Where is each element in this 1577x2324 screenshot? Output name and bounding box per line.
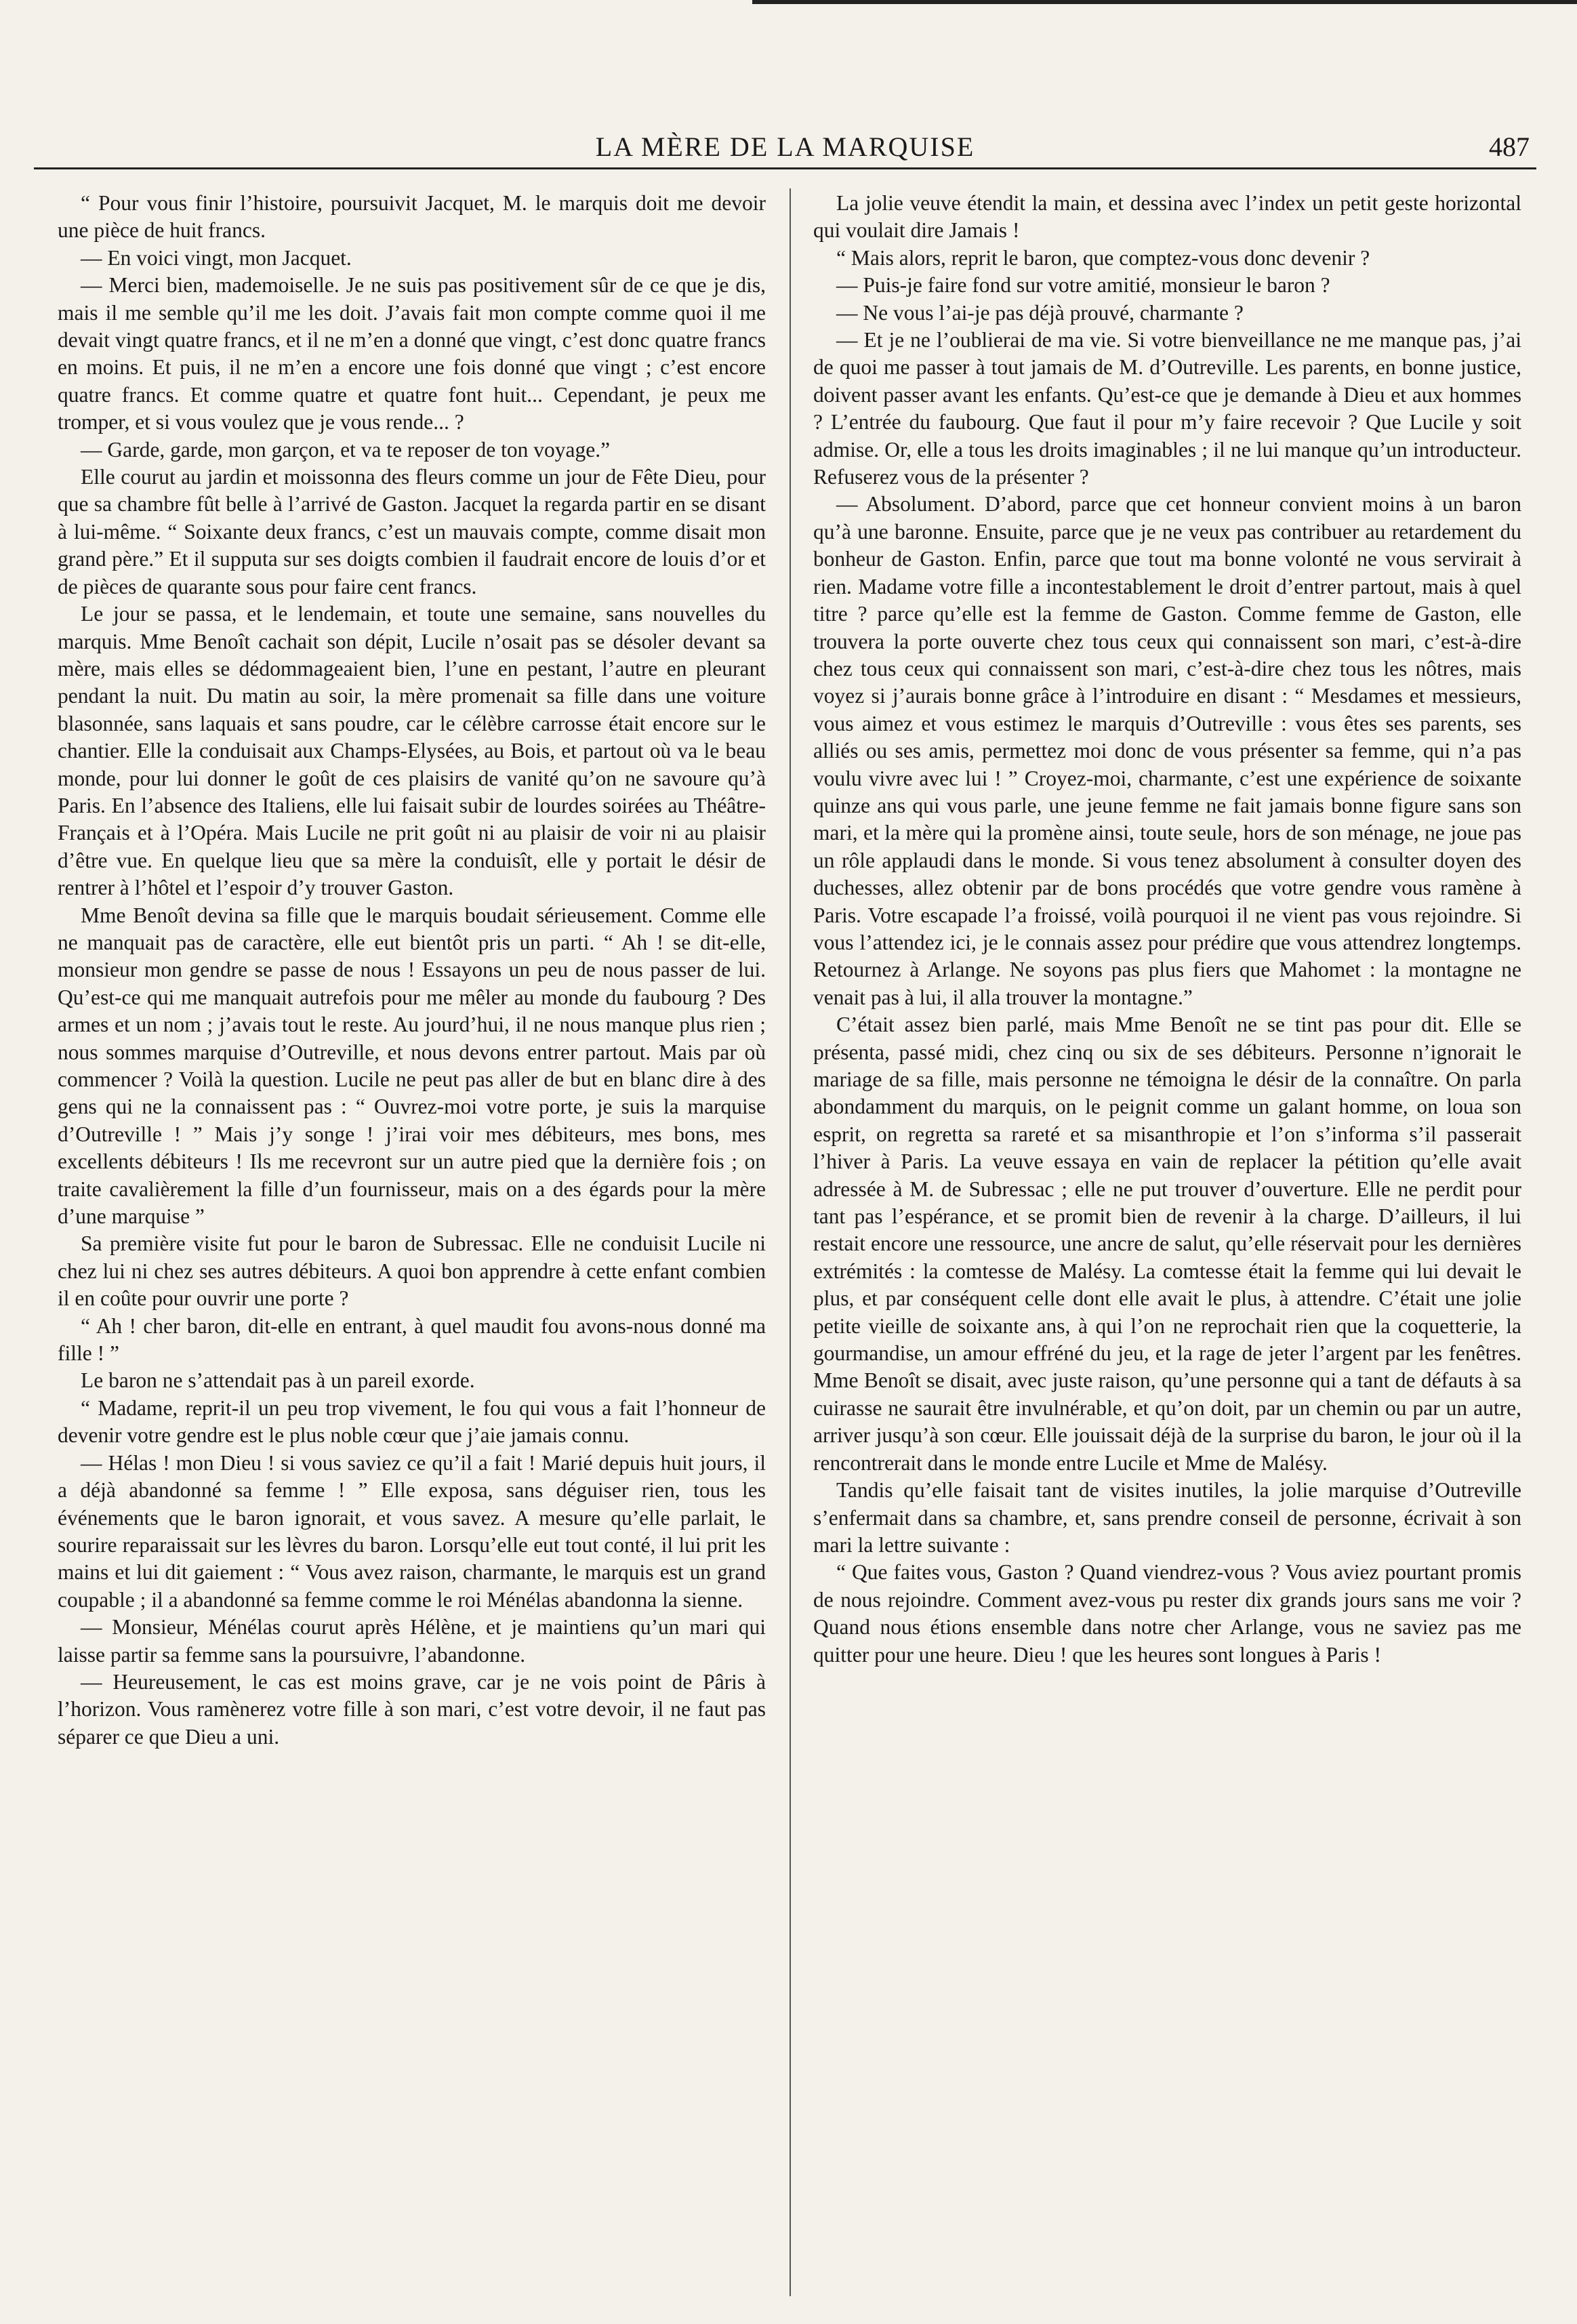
paragraph: — En voici vingt, mon Jacquet. [81, 245, 352, 270]
paragraph: “ Madame, reprit-il un peu trop vivement, le fou qui vous a fait l’honneur de devenir votre gendre est le plus noble cœur que j’aie jamais connu. [58, 1395, 766, 1448]
paragraph: “ Mais alors, reprit le baron, que comptez-vous donc devenir ? [836, 245, 1370, 270]
paragraph: — Merci bien, mademoiselle. Je ne suis pas positivement sûr de ce que je dis, mais il me semble qu’il me les doit. J’avais fait mon compte comme quoi il me devait vingt quatre francs, et il ne m’en a donné que vingt, c’est donc quatre francs en moins. Et puis, il ne m’en a encore une fois donné que vingt ; c’est encore quatre francs. Et comme quatre et quatre font huit... Cependant, je peux me tromper, et si vous voulez que je vous rende... ? [58, 273, 766, 434]
paragraph: — Absolument. D’abord, parce que cet honneur convient moins à un baron qu’à une baronne. Ensuite, parce que je ne veux pas contribuer au retardement du bonheur de Gaston. Enfin, parce que tout ma bonne volonté ne vous servirait à rien. Madame votre fille a incontestablement le droit d’entrer partout, mais à quel titre ? parce qu’elle est la femme de Gaston. Comme femme de Gaston, elle trouvera la porte ouverte chez tous ceux qui connaissent son mari, c’est-à-dire chez tous ceux qui connaissent son mari, c’est-à-dire chez tous les nôtres, mais voyez si j’aurais bonne grâce à l’introduire en disant : “ Mesdames et messieurs, vous aimez et vous estimez le marquis d’Outreville : vous êtes ses parents, ses alliés ou ses amis, permettez moi donc de vous présenter sa femme, qui n’a pas voulu vivre avec lui ! ” Croyez-moi, charmante, c’est une expérience de soixante quinze ans qui vous parle, une jeune femme ne fait jamais bonne figure sans son mari, et la mère qui la promène ainsi, toute seule, hors de son ménage, ne joue pas un rôle applaudi dans le monde. Si vous tenez absolument à consulter doyen des duchesses, allez obtenir par de bons procédés que votre gendre vous ramène à Paris. Votre escapade l’a froissé, voilà pourquoi il ne vient pas vous rejoindre. Si vous l’attendez ici, je le connais assez pour prédire que vous attendrez longtemps. Retournez à Arlange. Ne soyons pas plus fiers que Mahomet : la montagne ne venait pas à lui, il alla trouver la montagne.” [813, 492, 1521, 1009]
right-column [813, 190, 1521, 2291]
page-number: 487 [1489, 131, 1530, 162]
paragraph: C’était assez bien parlé, mais Mme Benoît ne se tint pas pour dit. Elle se présenta, passé midi, chez cinq ou six de ses débiteurs. Personne n’ignorait le mariage de sa fille, mais personne ne témoigna le désir de la connaître. On parla abondamment du marquis, on le peignit comme un galant homme, on loua son esprit, on regretta sa rareté et sa misanthropie et l’on s’informa s’il passerait l’hiver à Paris. La veuve essaya en vain de replacer la pétition qu’elle avait adressée à M. de Subressac ; elle ne put trouver d’ouverture. Elle ne perdit pour tant pas l’espérance, et se promit bien de revenir à la charge. D’ailleurs, il lui restait encore une ressource, une ancre de salut, qu’elle réservait pour les dernières extrémités : la comtesse de Malésy. La comtesse était la femme qui lui devait le plus, et par conséquent celle dont elle avait le plus, à attendre. C’était une jolie petite vieille de soixante ans, à qui l’on ne reprochait rien que la coquetterie, la gourmandise, un amour effréné du jeu, et la rage de jeter l’argent par les fenêtres. Mme Benoît se disait, avec juste raison, qu’une personne qui a tant de défauts à sa cuirasse ne saurait être invulnérable, et qu’on doit, par un chemin ou par un autre, arriver jusqu’à son cœur. Elle jouissait déjà de la surprise du baron, le jour où il la rencontrerait dans le monde entre Lucile et Mme de Malésy. [813, 1013, 1521, 1475]
paragraph: Sa première visite fut pour le baron de Subressac. Elle ne conduisit Lucile ni chez lui ni chez ses autres débiteurs. A quoi bon apprendre à cette enfant combien il en coûte pour ouvrir une porte ? [58, 1231, 766, 1311]
paragraph: — Ne vous l’ai-je pas déjà prouvé, charmante ? [836, 300, 1244, 325]
page-header [34, 125, 1536, 173]
paragraph: Mme Benoît devina sa fille que le marquis boudait sérieusement. Comme elle ne manquait pas de caractère, elle eut bientôt pris un parti. “ Ah ! se dit-elle, monsieur mon gendre se passe de nous ! Essayons un peu de nous passer de lui. Qu’est-ce qui me manquait autrefois pour me mêler au monde du faubourg ? Des armes et un nom ; j’avais tout le reste. Au jourd’hui, il ne nous manque plus rien ; nous sommes marquise d’Outreville, et nous devons entrer partout. Mais par où commencer ? Voilà la question. Lucile ne peut pas aller de but en blanc dire à des gens qui ne la connaissent pas : “ Ouvrez-moi votre porte, je suis la marquise d’Outreville ! ” Mais j’y songe ! j’irai voir mes débiteurs, mes bons, mes excellents débiteurs ! Ils me recevront sur un autre pied que la dernière fois ; on traite cavalièrement la fille d’un fournisseur, mais on a des égards pour la mère d’une marquise ” [58, 903, 766, 1229]
paragraph: — Monsieur, Ménélas courut après Hélène, et je maintiens qu’un mari qui laisse partir sa femme sans la poursuivre, l’abandonne. [58, 1615, 766, 1667]
paragraph: La jolie veuve étendit la main, et dessina avec l’index un petit geste horizontal qui voulait dire Jamais ! [813, 191, 1521, 243]
paragraph: Le baron ne s’attendait pas à un pareil exorde. [81, 1368, 475, 1393]
paragraph: — Et je ne l’oublierai de ma vie. Si votre bienveillance ne me manque pas, j’ai de quoi me passer à tout jamais de M. d’Outreville. Les parents, en bonne justice, doivent passer avant les enfants. Qu’est-ce que je demande à Dieu et aux hommes ? L’entrée du faubourg. Que faut il pour m’y faire recevoir ? Que Lucile y soit admise. Or, elle a tous les droits imaginables ; il ne lui manque qu’un introducteur. Refuserez vous de la présenter ? [813, 328, 1521, 489]
top-border-rule [752, 0, 1577, 4]
paragraph: “ Pour vous finir l’histoire, poursuivit Jacquet, M. le marquis doit me devoir une pièce de huit francs. [58, 191, 766, 243]
running-title: LA MÈRE DE LA MARQUISE [595, 131, 975, 162]
paragraph: — Puis-je faire fond sur votre amitié, monsieur le baron ? [836, 273, 1330, 298]
paragraph: Tandis qu’elle faisait tant de visites inutiles, la jolie marquise d’Outreville s’enfermait dans sa chambre, et, sans prendre conseil de personne, écrivait à son mari la lettre suivante : [813, 1478, 1521, 1557]
paragraph: — Garde, garde, mon garçon, et va te reposer de ton voyage.” [81, 437, 611, 462]
paragraph: Le jour se passa, et le lendemain, et toute une semaine, sans nouvelles du marquis. Mme Benoît cachait son dépit, Lucile n’osait pas se désoler devant sa mère, mais elles se dédommageaient bien, l’une en pestant, l’autre en pleurant pendant la nuit. Du matin au soir, la mère promenait sa fille dans une voiture blasonnée, sans laquais et sans poudre, car le célèbre carrosse était encore sur le chantier. Elle la conduisait aux Champs-Elysées, au Bois, et partout où va le beau monde, pour lui donner le goût de ces plaisirs de vanité qu’on ne savoure qu’à Paris. En l’absence des Italiens, elle lui faisait subir de lourdes soirées au Théâtre-Français et à l’Opéra. Mais Lucile ne prit goût ni au plaisir de voir ni au plaisir d’être vue. En quelque lieu que sa mère la conduisît, elle y portait le désir de rentrer à l’hôtel et l’espoir d’y trouver Gaston. [58, 602, 766, 900]
paragraph: — Hélas ! mon Dieu ! si vous saviez ce qu’il a fait ! Marié depuis huit jours, il a déjà abandonné sa femme ! ” Elle exposa, sans déguiser rien, tous les événements que le baron ignorait, et vous savez. A mesure qu’elle parlait, le sourire reparaissait sur les lèvres du baron. Lorsqu’elle eut tout conté, il lui prit les mains et lui dit gaiement : “ Vous avez raison, charmante, le marquis est un grand coupable ; il a abandonné sa femme comme le roi Ménélas abandonna la sienne. [58, 1450, 766, 1612]
column-divider [790, 188, 791, 2296]
paragraph: Elle courut au jardin et moissonna des fleurs comme un jour de Fête Dieu, pour que sa chambre fût belle à l’arrivé de Gaston. Jacquet la regarda partir en se disant à lui-même. “ Soixante deux francs, c’est un mauvais compte, comme disait mon grand père.” Et il supputa sur ses doigts combien il faudrait encore de louis d’or et de pièces de quarante sous pour faire cent francs. [58, 465, 766, 598]
paragraph: “ Ah ! cher baron, dit-elle en entrant, à quel maudit fou avons-nous donné ma fille ! ” [58, 1313, 766, 1366]
paragraph: “ Que faites vous, Gaston ? Quand viendrez-vous ? Vous aviez pourtant promis de nous rejoindre. Comment avez-vous pu rester dix grands jours sans me voir ? Quand nous étions ensemble dans notre cher Arlange, vous ne saviez pas me quitter pour une heure. Dieu ! que les heures sont longues à Paris ! [813, 1560, 1521, 1667]
paragraph: — Heureusement, le cas est moins grave, car je ne vois point de Pâris à l’horizon. Vous ramènerez votre fille à son mari, c’est votre devoir, il ne faut pas séparer ce que Dieu a uni. [58, 1669, 766, 1749]
header-rule [34, 167, 1536, 169]
left-column [58, 190, 766, 2291]
